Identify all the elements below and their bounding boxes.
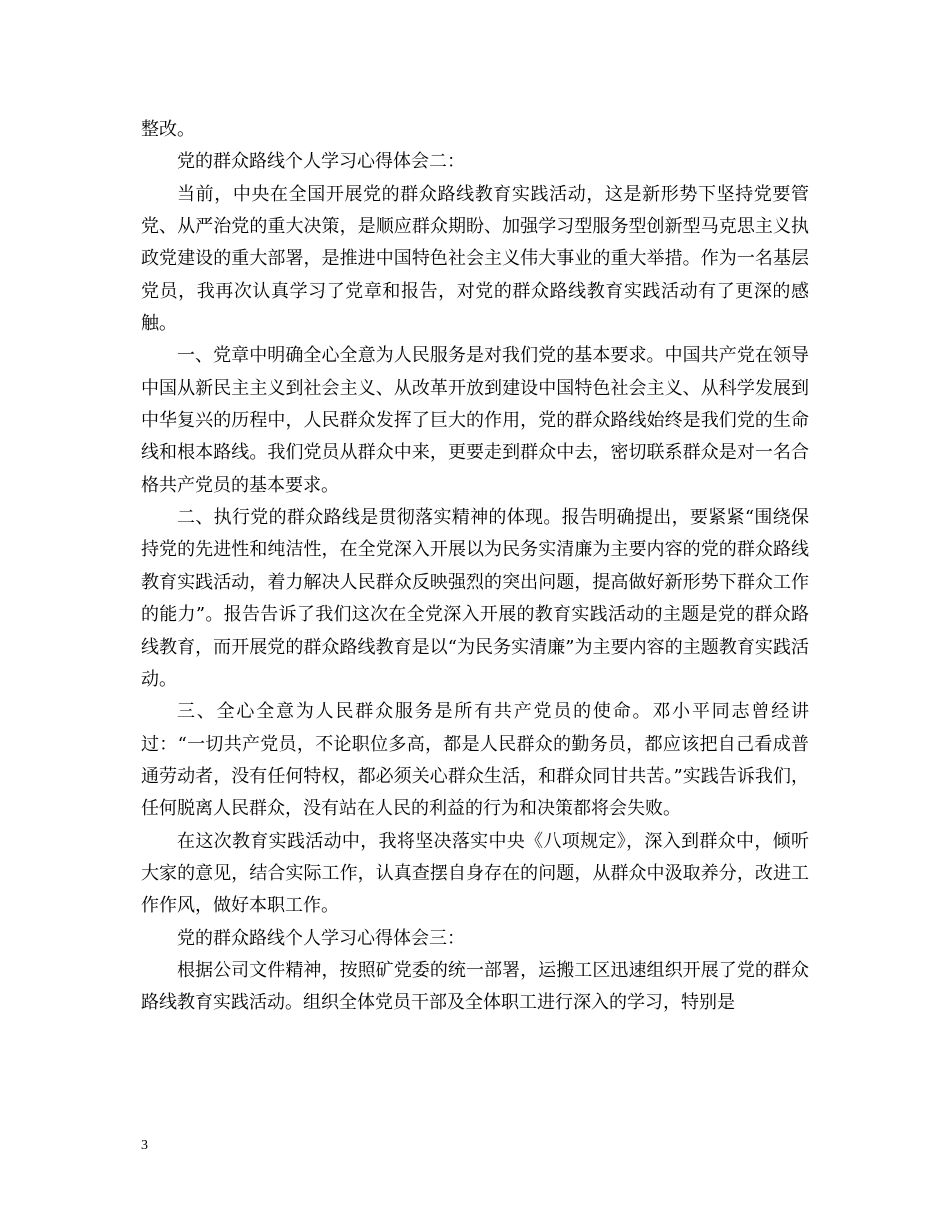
paragraph: 三、全心全意为人民群众服务是所有共产党员的使命。邓小平同志曾经讲过：“一切共产党员，不论职位多高，都是人民群众的勤务员，都应该把自己看成普通劳动者，没有任何特权，都必须关心群众生活，和群众同甘共苦。”实践告诉我们，任何脱离人民群众，没有站在人民的利益的行为和决策都将会失败。 (141, 701, 809, 820)
section-heading: 党的群众路线个人学习心得体会三： (177, 927, 465, 949)
document-body (141, 114, 809, 1020)
paragraph: 当前，中央在全国开展党的群众路线教育实践活动，这是新形势下坚持党要管党、从严治党的重大决策，是顺应群众期盼、加强学习型服务型创新型马克思主义执政党建设的重大部署，是推进中国特色社会主义伟大事业的重大举措。作为一名基层党员，我再次认真学习了党章和报告，对党的群众路线教育实践活动有了更深的感触。 (141, 183, 809, 335)
paragraph: 一、党章中明确全心全意为人民服务是对我们党的基本要求。中国共产党在领导中国从新民主主义到社会主义、从改革开放到建设中国特色社会主义、从科学发展到中华复兴的历程中，人民群众发挥了巨大的作用，党的群众路线始终是我们党的生命线和根本路线。我们党员从群众中来，更要走到群众中去，密切联系群众是对一名合格共产党员的基本要求。 (141, 345, 809, 496)
section-heading: 党的群众路线个人学习心得体会二： (177, 151, 465, 173)
paragraph: 二、执行党的群众路线是贯彻落实精神的体现。报告明确提出，要紧紧“围绕保持党的先进性和纯洁性，在全党深入开展以为民务实清廉为主要内容的党的群众路线教育实践活动，着力解决人民群众反映强烈的突出问题，提高做好新形势下群众工作的能力”。报告告诉了我们这次在全党深入开展的教育实践活动的主题是党的群众路线教育，而开展党的群众路线教育是以“为民务实清廉”为主要内容的主题教育实践活动。 (141, 507, 809, 690)
paragraph: 在这次教育实践活动中，我将坚决落实中央《八项规定》，深入到群众中，倾听大家的意见，结合实际工作，认真查摆自身存在的问题，从群众中汲取养分，改进工作作风，做好本职工作。 (141, 830, 809, 917)
paragraph: 根据公司文件精神，按照矿党委的统一部署，运搬工区迅速组织开展了党的群众路线教育实践活动。组织全体党员干部及全体职工进行深入的学习，特别是 (141, 959, 809, 1014)
page-number: 3 (141, 1138, 148, 1153)
paragraph: 整改。 (141, 119, 195, 140)
